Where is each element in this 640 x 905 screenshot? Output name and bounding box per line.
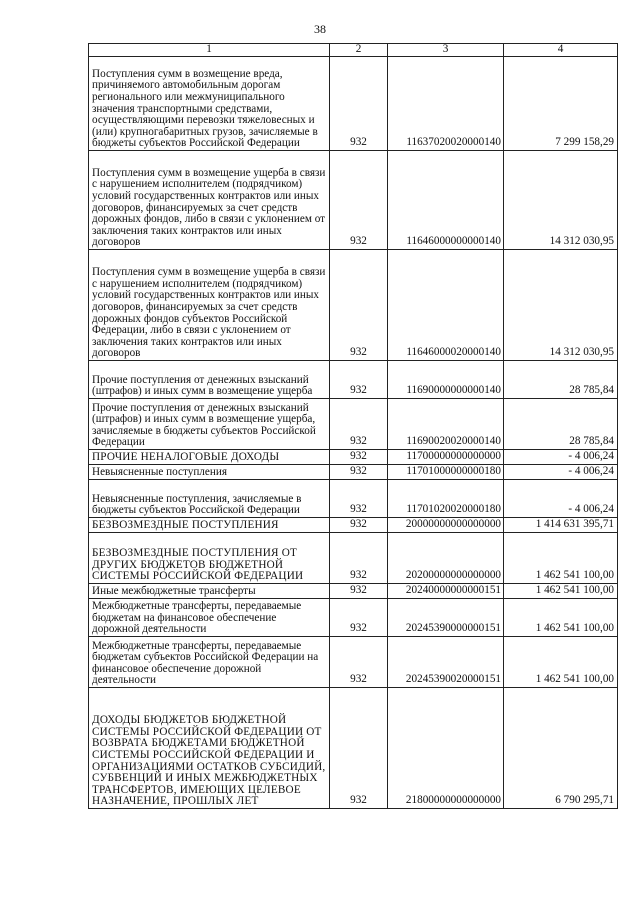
table-header-row	[89, 44, 618, 57]
row-description: Поступления сумм в возмещение ущерба в связи с нарушением исполнителем (подрядчиком) условий государственных контрактов или иных договоров, финансируемых за счет средств дорожных фондов субъектов Российской Федерации, либо в связи с уклонением от заключения таких контрактов или иных договоров	[89, 250, 330, 361]
row-classification-code: 11701000000000180	[388, 465, 504, 480]
row-amount: 1 462 541 100,00	[504, 599, 618, 637]
row-description: Невыясненные поступления	[89, 465, 330, 480]
row-admin-code: 932	[330, 399, 388, 450]
row-description: БЕЗВОЗМЕЗДНЫЕ ПОСТУПЛЕНИЯ	[89, 518, 330, 533]
row-classification-code: 11690020020000140	[388, 399, 504, 450]
column-header: 4	[504, 44, 618, 57]
row-description: ПРОЧИЕ НЕНАЛОГОВЫЕ ДОХОДЫ	[89, 450, 330, 465]
table-row	[89, 361, 618, 399]
row-classification-code: 11637020020000140	[388, 57, 504, 151]
row-amount: 28 785,84	[504, 361, 618, 399]
table-row	[89, 584, 618, 599]
table-row	[89, 688, 618, 809]
row-classification-code: 11700000000000000	[388, 450, 504, 465]
row-description: Прочие поступления от денежных взысканий (штрафов) и иных сумм в возмещение ущерба, зачисляемые в бюджеты субъектов Российской Федерации	[89, 399, 330, 450]
row-amount: - 4 006,24	[504, 450, 618, 465]
row-description: ДОХОДЫ БЮДЖЕТОВ БЮДЖЕТНОЙ СИСТЕМЫ РОССИЙСКОЙ ФЕДЕРАЦИИ ОТ ВОЗВРАТА БЮДЖЕТАМИ БЮДЖЕТНОЙ СИСТЕМЫ РОССИЙСКОЙ ФЕДЕРАЦИИ И ОРГАНИЗАЦИЯМИ ОСТАТКОВ СУБСИДИЙ, СУБВЕНЦИЙ И ИНЫХ МЕЖБЮДЖЕТНЫХ ТРАНСФЕРТОВ, ИМЕЮЩИХ ЦЕЛЕВОЕ НАЗНАЧЕНИЕ, ПРОШЛЫХ ЛЕТ	[89, 688, 330, 809]
row-classification-code: 21800000000000000	[388, 688, 504, 809]
row-description: Межбюджетные трансферты, передаваемые бюджетам субъектов Российской Федерации на финансовое обеспечение дорожной деятельности	[89, 637, 330, 688]
table-row	[89, 465, 618, 480]
table-row	[89, 399, 618, 450]
row-description: Иные межбюджетные трансферты	[89, 584, 330, 599]
row-classification-code: 20240000000000151	[388, 584, 504, 599]
row-admin-code: 932	[330, 637, 388, 688]
row-amount: - 4 006,24	[504, 480, 618, 518]
row-amount: 1 462 541 100,00	[504, 584, 618, 599]
row-amount: 7 299 158,29	[504, 57, 618, 151]
revenue-table	[88, 43, 618, 809]
table-row	[89, 518, 618, 533]
row-description: Поступления сумм в возмещение ущерба в связи с нарушением исполнителем (подрядчиком) условий государственных контрактов или иных договоров, финансируемых за счет средств дорожных фондов, либо в связи с уклонением от заключения таких контрактов или иных договоров	[89, 151, 330, 250]
column-header: 1	[89, 44, 330, 57]
row-classification-code: 20200000000000000	[388, 533, 504, 584]
row-classification-code: 20000000000000000	[388, 518, 504, 533]
row-amount: 28 785,84	[504, 399, 618, 450]
row-classification-code: 11646000020000140	[388, 250, 504, 361]
table-row	[89, 599, 618, 637]
table-row	[89, 250, 618, 361]
row-admin-code: 932	[330, 518, 388, 533]
table-row	[89, 57, 618, 151]
table-row	[89, 637, 618, 688]
row-classification-code: 11646000000000140	[388, 151, 504, 250]
row-amount: - 4 006,24	[504, 465, 618, 480]
table-row	[89, 450, 618, 465]
column-header: 2	[330, 44, 388, 57]
row-classification-code: 20245390000000151	[388, 599, 504, 637]
row-classification-code: 11701020020000180	[388, 480, 504, 518]
row-description: Невыясненные поступления, зачисляемые в бюджеты субъектов Российской Федерации	[89, 480, 330, 518]
row-admin-code: 932	[330, 250, 388, 361]
row-amount: 1 462 541 100,00	[504, 533, 618, 584]
row-classification-code: 20245390020000151	[388, 637, 504, 688]
row-admin-code: 932	[330, 688, 388, 809]
column-header: 3	[388, 44, 504, 57]
row-description: Поступления сумм в возмещение вреда, причиняемого автомобильным дорогам регионального или межмуниципального значения транспортными средствами, осуществляющими перевозки тяжеловесных и (или) крупногабаритных грузов, зачисляемые в бюджеты субъектов Российской Федерации	[89, 57, 330, 151]
row-admin-code: 932	[330, 599, 388, 637]
row-admin-code: 932	[330, 584, 388, 599]
row-admin-code: 932	[330, 361, 388, 399]
row-admin-code: 932	[330, 57, 388, 151]
row-amount: 14 312 030,95	[504, 250, 618, 361]
row-admin-code: 932	[330, 151, 388, 250]
row-classification-code: 11690000000000140	[388, 361, 504, 399]
row-amount: 1 462 541 100,00	[504, 637, 618, 688]
row-amount: 6 790 295,71	[504, 688, 618, 809]
table-row	[89, 533, 618, 584]
row-admin-code: 932	[330, 480, 388, 518]
page-number: 38	[314, 22, 326, 36]
row-amount: 1 414 631 395,71	[504, 518, 618, 533]
table-row	[89, 151, 618, 250]
row-admin-code: 932	[330, 533, 388, 584]
row-amount: 14 312 030,95	[504, 151, 618, 250]
row-description: Межбюджетные трансферты, передаваемые бюджетам на финансовое обеспечение дорожной деятельности	[89, 599, 330, 637]
row-admin-code: 932	[330, 465, 388, 480]
row-description: Прочие поступления от денежных взысканий (штрафов) и иных сумм в возмещение ущерба	[89, 361, 330, 399]
row-description: БЕЗВОЗМЕЗДНЫЕ ПОСТУПЛЕНИЯ ОТ ДРУГИХ БЮДЖЕТОВ БЮДЖЕТНОЙ СИСТЕМЫ РОССИЙСКОЙ ФЕДЕРАЦИИ	[89, 533, 330, 584]
row-admin-code: 932	[330, 450, 388, 465]
table-row	[89, 480, 618, 518]
